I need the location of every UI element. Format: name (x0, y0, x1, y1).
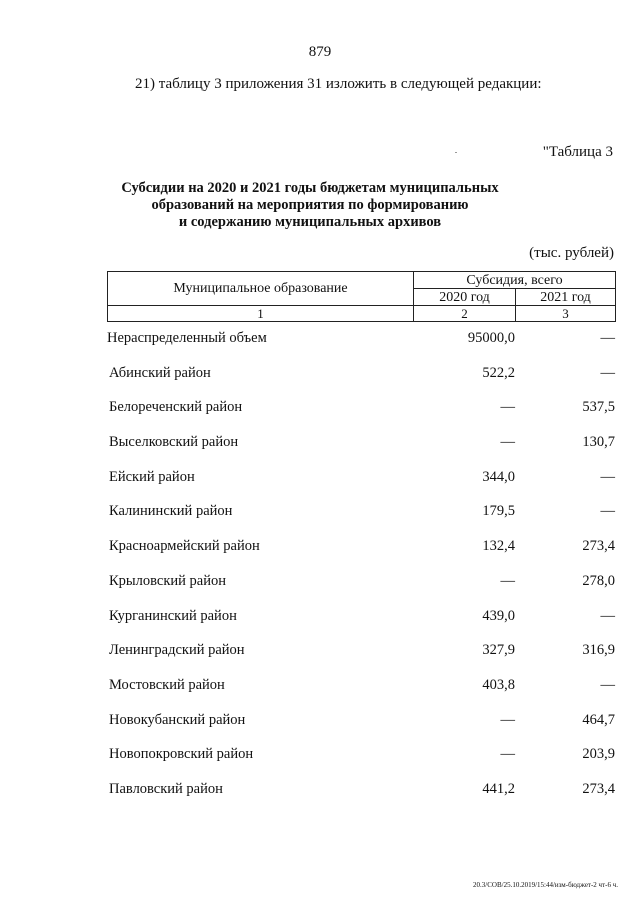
value-2020: — (500, 572, 515, 589)
table-row (107, 503, 615, 538)
table-row (107, 399, 615, 434)
value-2021: 537,5 (582, 399, 615, 416)
municipality-name: Абинский район (109, 364, 211, 381)
title-line-1: Субсидии на 2020 и 2021 годы бюджетам муниципальных (121, 180, 499, 196)
municipality-name: Новопокровский район (109, 746, 254, 763)
table-row (107, 712, 615, 747)
value-2021: 278,0 (582, 572, 615, 589)
table-row (107, 677, 615, 712)
table-row (107, 365, 615, 400)
value-2021: 273,4 (582, 780, 615, 797)
value-2020: 179,5 (482, 503, 515, 520)
table-row (107, 330, 615, 365)
table-body (107, 330, 615, 816)
title-line-3: и содержанию муниципальных архивов (178, 214, 442, 230)
column-number-3: 3 (516, 306, 616, 322)
header-municipality: Муниципальное образование (108, 272, 414, 306)
table-row (107, 573, 615, 608)
value-2021: — (600, 468, 615, 485)
value-2020: 344,0 (482, 468, 515, 485)
header-subsidy-total: Субсидия, всего (414, 272, 616, 289)
table-row (107, 469, 615, 504)
value-2020: 441,2 (482, 780, 515, 797)
municipality-name: Новокубанский район (109, 711, 246, 728)
value-2020: 132,4 (482, 538, 515, 555)
value-2020: 95000,0 (467, 330, 515, 346)
header-year-2020: 2020 год (414, 289, 516, 306)
value-2021: 273,4 (582, 538, 615, 555)
header-year-2021: 2021 год (516, 289, 616, 306)
column-number-1: 1 (108, 306, 414, 322)
value-2020: 327,9 (482, 642, 515, 659)
column-number-2: 2 (414, 306, 516, 322)
scan-speck (455, 152, 457, 153)
value-2021: 203,9 (582, 746, 615, 763)
table-label: "Таблица 3 (542, 144, 613, 160)
municipality-name: Нераспределенный объем (107, 330, 267, 346)
municipality-name: Белореченский район (109, 399, 243, 416)
value-2020: 403,8 (482, 676, 515, 693)
municipality-name: Ейский район (109, 468, 195, 485)
value-2021: — (600, 676, 615, 693)
value-2021: — (600, 503, 615, 520)
municipality-name: Курганинский район (109, 607, 237, 624)
value-2021: — (600, 607, 615, 624)
value-2021: 464,7 (582, 711, 615, 728)
table-row (107, 608, 615, 643)
value-2020: 522,2 (482, 364, 515, 381)
value-2020: — (500, 399, 515, 416)
municipality-name: Красноармейский район (109, 538, 260, 555)
table-row (107, 642, 615, 677)
value-2021: 316,9 (582, 642, 615, 659)
page-number: 879 (308, 44, 332, 60)
table-row (107, 746, 615, 781)
value-2021: 130,7 (582, 434, 615, 451)
municipality-name: Калининский район (109, 503, 233, 520)
intro-text: 21) таблицу 3 приложения 31 изложить в следующей редакции: (135, 76, 542, 92)
footer-code: 20.3/СОВ/25.10.2019/15:44/изм-бюджет-2 чт-6 ч. (473, 881, 618, 889)
units-label: (тыс. рублей) (529, 245, 614, 261)
municipality-name: Крыловский район (109, 572, 226, 589)
value-2020: — (500, 746, 515, 763)
municipality-name: Мостовский район (109, 676, 225, 693)
table-header (107, 271, 616, 322)
table-title (110, 180, 510, 231)
table-row (107, 781, 615, 816)
table-row (107, 434, 615, 469)
value-2020: — (500, 434, 515, 451)
municipality-name: Ленинградский район (109, 642, 245, 659)
value-2020: 439,0 (482, 607, 515, 624)
municipality-name: Павловский район (109, 780, 223, 797)
value-2020: — (500, 711, 515, 728)
municipality-name: Выселковский район (109, 434, 239, 451)
value-2021: — (600, 364, 615, 381)
value-2021: — (600, 330, 615, 346)
table-row (107, 538, 615, 573)
title-line-2: образований на мероприятия по формированию (151, 197, 469, 213)
